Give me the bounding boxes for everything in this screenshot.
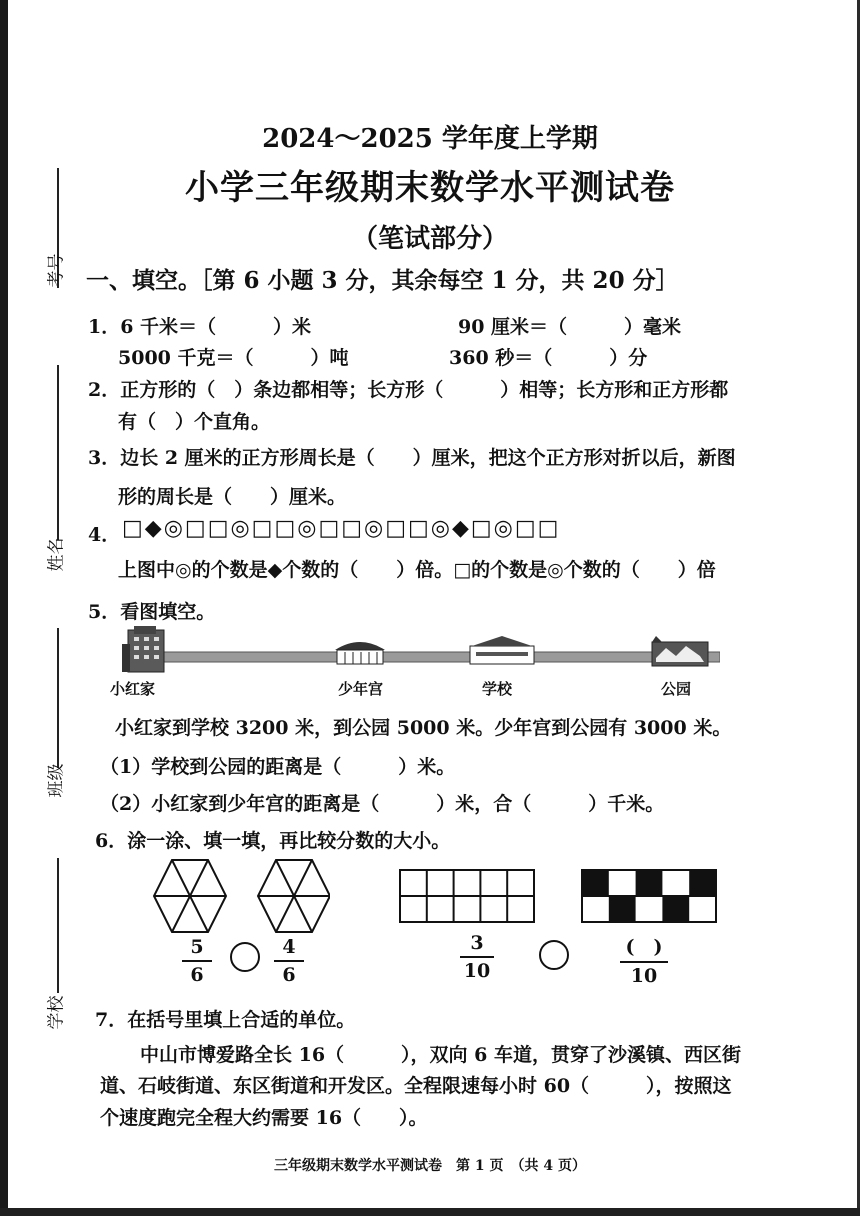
page-footer: 三年级期末数学水平测试卷 第 1 页 （共 4 页） [274,1158,586,1174]
hexagon-right-icon [258,860,330,932]
fraction-numerator: 4 [282,936,296,958]
park-icon [652,636,708,666]
fraction-4-6 [274,936,304,986]
scan-bottom-edge [0,1208,860,1216]
page-subtitle: （笔试部分） [351,224,508,254]
road-icon [160,652,720,662]
compare-circle-2[interactable] [537,938,571,972]
hexagon-left-icon [154,860,226,932]
name-label: 姓名 [46,537,67,572]
q5-text: 小红家到学校 3200 米，到公园 5000 米。少年宫到公园有 3000 米。 [115,717,732,739]
school-label: 学校 [46,995,67,1030]
apartment-building-icon [122,626,164,672]
q1-b: 90 厘米＝（ ）毫米 [458,316,682,338]
q1-a: 1．6 千米＝（ ）米 [88,316,312,338]
fraction-numerator: 3 [470,932,484,954]
q7-heading: 7．在括号里填上合适的单位。 [95,1009,356,1031]
page-title: 小学三年级期末数学水平测试卷 [185,168,675,208]
exam-no-label: 考号 [46,253,67,288]
q1-c: 5000 千克＝（ ）吨 [118,347,349,369]
q6-grids [398,868,718,926]
fraction-5-6 [182,936,212,986]
q7-line1: 中山市博爱路全长 16（ ），双向 6 车道，贯穿了沙溪镇、西区街 [140,1044,742,1066]
youth-palace-icon [335,642,385,664]
fraction-denominator: 6 [190,964,204,986]
fraction-denominator: 6 [282,964,296,986]
q5-heading: 5．看图填空。 [88,601,216,623]
school-building-icon [470,636,534,664]
fraction-denominator: 10 [630,965,658,987]
label-school: 学校 [482,680,513,698]
grid-left-icon [400,870,534,922]
q6-hexagons [150,858,330,938]
q3-line2: 形的周长是（ ）厘米。 [118,486,347,508]
q2-line2: 有（ ）个直角。 [118,411,271,433]
q7-line2: 道、石岐街道、东区街道和开发区。全程限速每小时 60（ ），按照这 [100,1075,732,1097]
q5-sub2: （2）小红家到少年宫的距离是（ ）米，合（ ）千米。 [100,793,665,815]
q2-line1: 2．正方形的（ ）条边都相等；长方形（ ）相等；长方形和正方形都 [88,379,729,401]
label-youth-palace: 少年宫 [338,680,384,698]
label-xiaohong-home: 小红家 [110,680,156,698]
fraction-numerator[interactable]: ( ) [625,936,663,958]
class-line [57,628,59,768]
compare-circle-1[interactable] [228,940,262,974]
fraction-blank-10 [620,932,668,987]
label-park: 公园 [661,680,692,698]
q4-question: 上图中◎的个数是◆个数的（ ）倍。□的个数是◎个数的（ ）倍 [118,559,716,581]
school-year: 2024～2025 学年度上学期 [262,124,598,154]
q4-shape-sequence: □◆◎□□◎□□◎□□◎□□◎◆□◎□□ [122,515,561,541]
fraction-numerator: 5 [190,936,204,958]
fraction-3-10 [460,932,494,982]
school-line [57,858,59,993]
class-label: 班级 [46,763,67,798]
q5-sub1: （1）学校到公园的距离是（ ）米。 [100,756,456,778]
q5-route-diagram [100,622,720,682]
name-line [57,365,59,540]
q7-line3: 个速度跑完全程大约需要 16（ ）。 [100,1107,428,1129]
q3-line1: 3．边长 2 厘米的正方形周长是（ ）厘米，把这个正方形对折以后，新图 [88,447,736,469]
q1-d: 360 秒＝（ ）分 [449,347,648,369]
q4-number: 4． [88,524,121,546]
fraction-denominator: 10 [463,960,491,982]
q6-heading: 6．涂一涂、填一填，再比较分数的大小。 [95,830,451,852]
grid-right-checkered-icon [582,870,716,922]
section1-heading: 一、填空。［第 6 小题 3 分，其余每空 1 分，共 20 分］ [86,267,679,294]
